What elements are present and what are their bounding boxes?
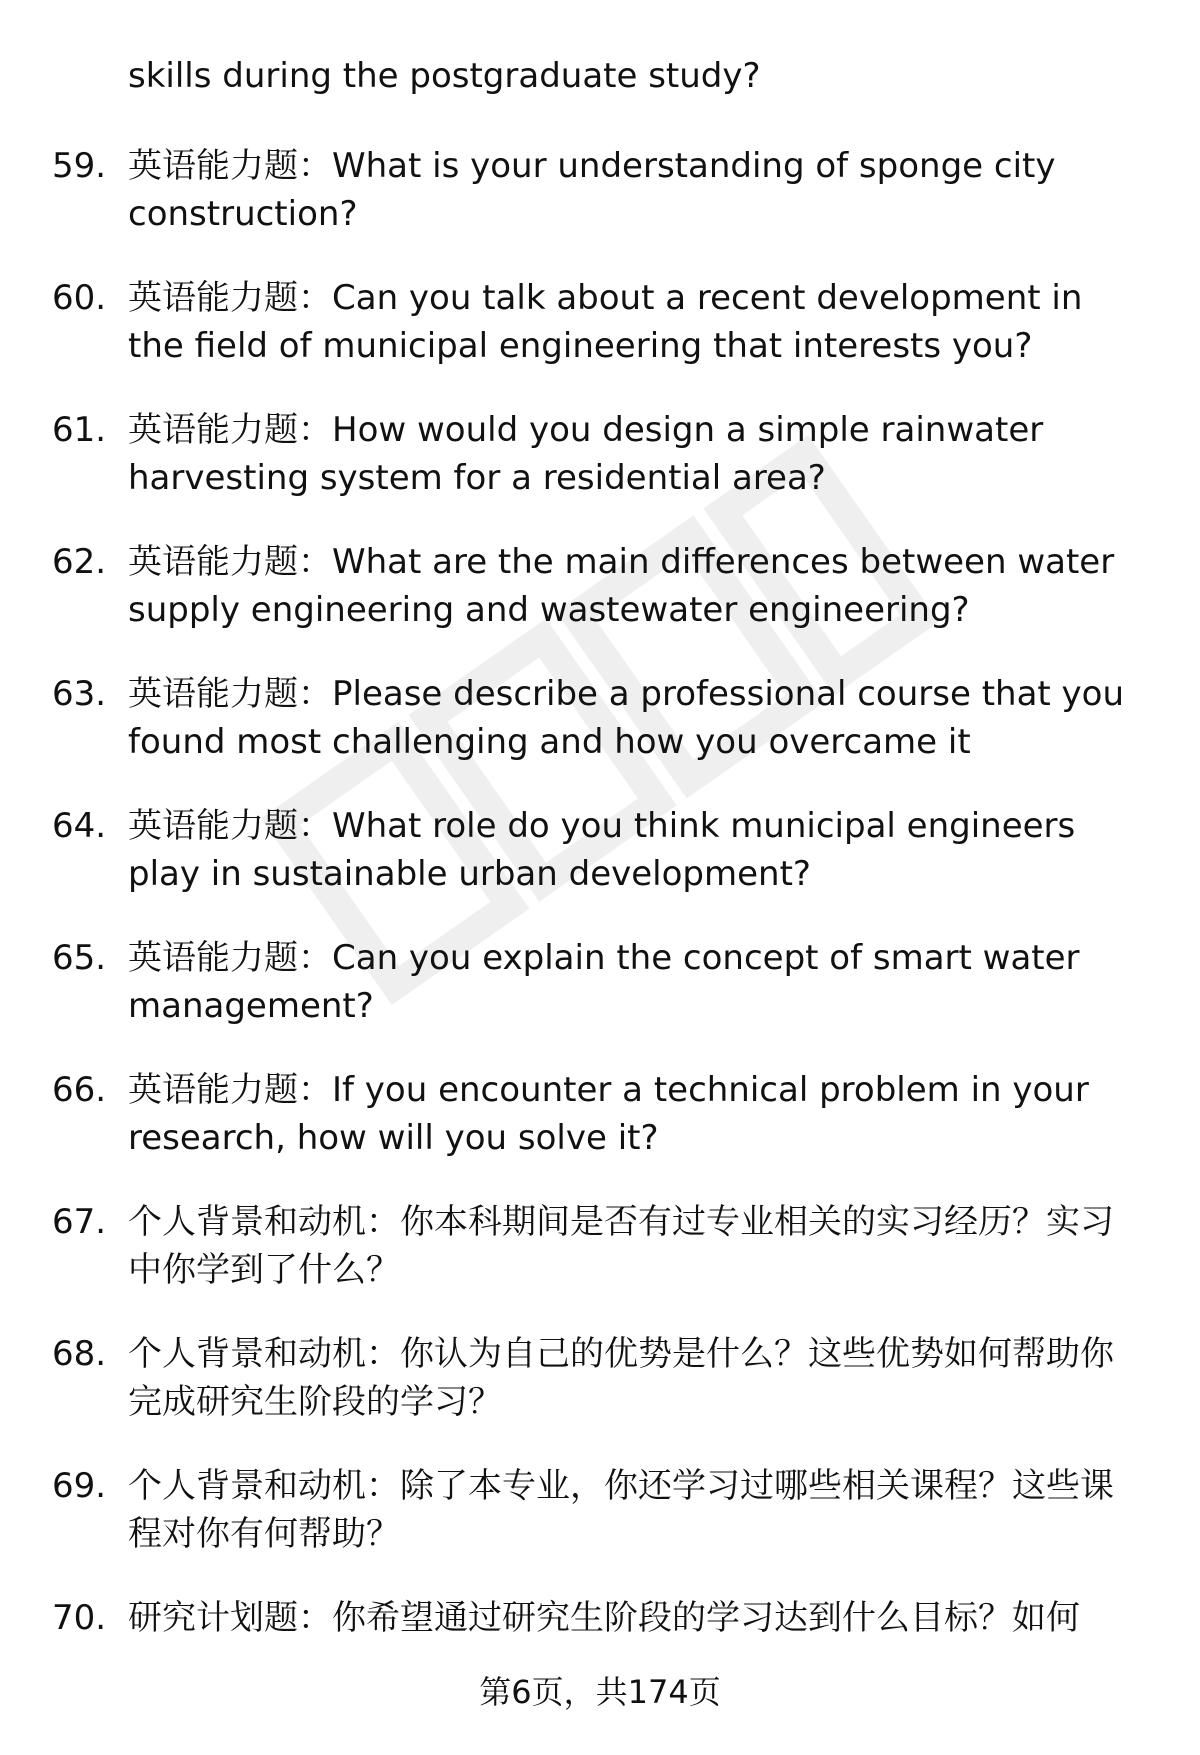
question-text: 个人背景和动机：你认为自己的优势是什么？这些优势如何帮助你完成研究生阶段的学习？ (128, 1334, 1114, 1422)
question-number: 64. (52, 806, 107, 846)
question-text: 英语能力题：What role do you think municipal engineers play in sustainable urban development? (128, 806, 1076, 894)
page-footer (0, 1670, 1200, 1714)
question-item (0, 142, 1200, 238)
question-item (0, 670, 1200, 766)
question-text: 英语能力题：How would you design a simple rainwater harvesting system for a residential area? (128, 410, 1044, 498)
continuation-text: skills during the postgraduate study? (128, 56, 761, 96)
question-item (0, 406, 1200, 502)
question-text: 研究计划题：你希望通过研究生阶段的学习达到什么目标？如何 (128, 1598, 1080, 1638)
question-number: 66. (52, 1070, 107, 1110)
question-item (0, 1066, 1200, 1162)
question-item (0, 1462, 1200, 1558)
question-number: 61. (52, 410, 107, 450)
question-text: 英语能力题：If you encounter a technical problem in your research, how will you solve it? (128, 1070, 1089, 1158)
question-number: 68. (52, 1334, 107, 1374)
question-text: 英语能力题：What is your understanding of sponge city construction? (128, 146, 1056, 234)
question-number: 59. (52, 146, 107, 186)
question-text: 英语能力题：Can you talk about a recent development in the field of municipal engineering that interests you? (128, 278, 1083, 366)
question-item (0, 1594, 1200, 1642)
question-text: 个人背景和动机：除了本专业，你还学习过哪些相关课程？这些课程对你有何帮助？ (128, 1466, 1114, 1554)
question-item (0, 1330, 1200, 1426)
question-number: 60. (52, 278, 107, 318)
question-text: 英语能力题：Please describe a professional course that you found most challenging and how you overcame it (128, 674, 1125, 762)
question-text: 英语能力题：Can you explain the concept of smart water management? (128, 938, 1080, 1026)
question-text: 个人背景和动机：你本科期间是否有过专业相关的实习经历？实习中你学到了什么？ (128, 1202, 1114, 1290)
question-item (0, 274, 1200, 370)
question-number: 62. (52, 542, 107, 582)
question-number: 67. (52, 1202, 107, 1242)
question-item (0, 1198, 1200, 1294)
page-number-label: 第6页，共174页 (479, 1673, 721, 1711)
question-number: 65. (52, 938, 107, 978)
question-item (0, 802, 1200, 898)
question-item (0, 538, 1200, 634)
question-list (0, 142, 1200, 1678)
question-number: 63. (52, 674, 107, 714)
question-number: 69. (52, 1466, 107, 1506)
question-text: 英语能力题：What are the main differences between water supply engineering and wastewater engineering? (128, 542, 1115, 630)
question-item (0, 934, 1200, 1030)
question-number: 70. (52, 1598, 107, 1638)
